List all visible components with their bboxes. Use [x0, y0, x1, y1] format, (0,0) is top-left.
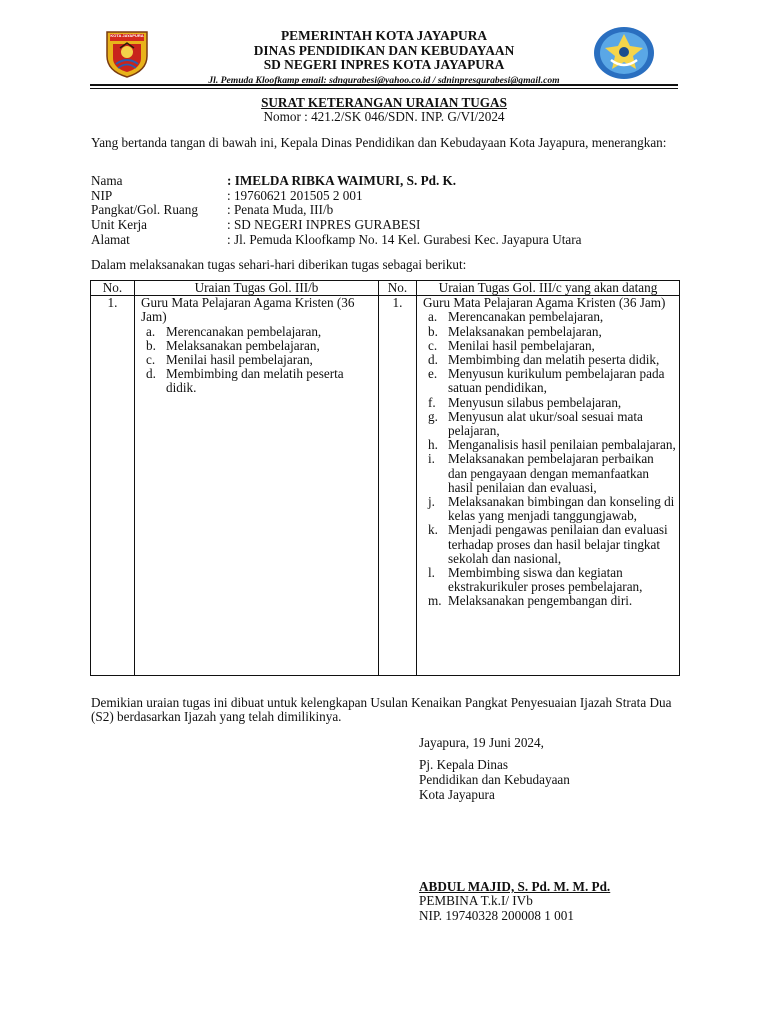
- task-item-letter: i.: [428, 451, 435, 467]
- table-row: [91, 296, 680, 676]
- closing-paragraph: Demikian uraian tugas ini dibuat untuk kelengkapan Usulan Kenaikan Pangkat Penyesuaian Ijazah Strata Dua (S2) berdasarkan Ijazah yang telah dimilikinya.: [91, 695, 672, 725]
- task-item-letter: k.: [428, 522, 438, 538]
- task-item: [423, 325, 676, 339]
- task-item: [423, 566, 676, 594]
- row-number: 1.: [91, 296, 135, 676]
- task-item-text: Melaksanakan pembelajaran,: [166, 337, 320, 353]
- task-item-letter: d.: [146, 366, 156, 382]
- signature-place-date: Jayapura, 19 Juni 2024,: [419, 735, 544, 750]
- task-item-text: Merencanakan pembelajaran,: [448, 309, 604, 325]
- field-label: Pangkat/Gol. Ruang: [91, 202, 198, 217]
- task-item: [141, 339, 375, 353]
- task-list-iiib: [135, 296, 379, 676]
- task-title: Guru Mata Pelajaran Agama Kristen (36 Jam): [141, 295, 355, 325]
- letterhead-line2: DINAS PENDIDIKAN DAN KEBUDAYAAN: [253, 42, 515, 58]
- task-item: [423, 353, 676, 367]
- col-header-iiic: Uraian Tugas Gol. III/c yang akan datang: [417, 281, 680, 296]
- task-item-text: Menyusun kurikulum pembelajaran pada satuan pendidikan,: [448, 366, 665, 396]
- task-item-text: Merencanakan pembelajaran,: [166, 323, 322, 339]
- task-item: [423, 438, 676, 452]
- task-items: [141, 325, 375, 396]
- task-item: [423, 410, 676, 438]
- task-item: [423, 310, 676, 324]
- letterhead-address: Jl. Pemuda Kloofkamp email: sdngurabesi@yahoo.co.id / sdninpresgurabesi@gmail.com: [208, 74, 560, 86]
- task-item: [423, 594, 676, 608]
- signature-role-3: Kota Jayapura: [419, 787, 495, 802]
- field-value: : IMELDA RIBKA WAIMURI, S. Pd. K.: [227, 173, 457, 188]
- task-items: [423, 310, 676, 608]
- task-item-text: Membimbing dan melatih peserta didik.: [166, 366, 344, 396]
- signature-role-2: Pendidikan dan Kebudayaan: [419, 772, 570, 787]
- task-item: [141, 325, 375, 339]
- task-item-text: Menilai hasil pembelajaran,: [166, 352, 313, 368]
- task-item-letter: h.: [428, 437, 438, 453]
- col-header-no: No.: [91, 281, 135, 296]
- task-item-text: Menyusun silabus pembelajaran,: [448, 394, 622, 410]
- task-item: [423, 367, 676, 395]
- task-item: [423, 452, 676, 495]
- task-item-letter: a.: [428, 309, 438, 325]
- logo-label: KOTA JAYAPURA: [110, 33, 144, 38]
- signatory-rank: PEMBINA T.k.I/ IVb: [419, 893, 533, 908]
- task-item: [141, 353, 375, 367]
- field-label: NIP: [91, 188, 113, 203]
- letterhead-rule-thin: [90, 88, 678, 89]
- task-item-text: Membimbing siswa dan kegiatan ekstrakurikuler proses pembelajaran,: [448, 565, 643, 595]
- task-item-text: Membimbing dan melatih peserta didik,: [448, 352, 660, 368]
- field-value: : Penata Muda, III/b: [227, 202, 334, 217]
- document-title: SURAT KETERANGAN URAIAN TUGAS: [261, 95, 507, 110]
- task-title: Guru Mata Pelajaran Agama Kristen (36 Jam): [423, 295, 666, 311]
- letterhead: [160, 29, 608, 86]
- task-item-letter: d.: [428, 352, 438, 368]
- signatory-nip: NIP. 19740328 200008 1 001: [419, 908, 574, 923]
- jayapura-coat-of-arms-icon: [104, 30, 150, 78]
- task-item-text: Menjadi pengawas penilaian dan evaluasi terhadap proses dan hasil belajar tingkat sekolah dan nasional,: [448, 522, 668, 566]
- signature-role-1: Pj. Kepala Dinas: [419, 757, 508, 772]
- task-item-letter: j.: [428, 494, 435, 510]
- task-item-letter: e.: [428, 366, 438, 382]
- field-value: : Jl. Pemuda Kloofkamp No. 14 Kel. Gurabesi Kec. Jayapura Utara: [227, 232, 582, 247]
- task-item-text: Menilai hasil pembelajaran,: [448, 337, 595, 353]
- task-item: [423, 495, 676, 523]
- field-value: : SD NEGERI INPRES GURABESI: [227, 217, 421, 232]
- task-table: [90, 280, 680, 676]
- task-item-letter: g.: [428, 408, 438, 424]
- task-item-letter: c.: [146, 352, 156, 368]
- task-item: [423, 523, 676, 566]
- task-item-letter: b.: [146, 337, 156, 353]
- task-item: [141, 367, 375, 395]
- col-header-no: No.: [379, 281, 417, 296]
- field-label: Nama: [91, 173, 123, 188]
- task-item: [423, 339, 676, 353]
- task-item-text: Menganalisis hasil penilaian pembalajaran,: [448, 437, 676, 453]
- letterhead-line3: SD NEGERI INPRES KOTA JAYAPURA: [263, 57, 505, 73]
- task-item-letter: l.: [428, 565, 435, 581]
- task-item-letter: m.: [428, 593, 442, 609]
- field-label: Unit Kerja: [91, 217, 148, 232]
- letterhead-line1: PEMERINTAH KOTA JAYAPURA: [280, 28, 488, 43]
- task-item-letter: f.: [428, 394, 436, 410]
- task-item-letter: b.: [428, 323, 438, 339]
- task-item: [423, 396, 676, 410]
- task-item-text: Melaksanakan pengembangan diri.: [448, 593, 633, 609]
- task-item-text: Menyusun alat ukur/soal sesuai mata pelajaran,: [448, 408, 643, 439]
- intro-paragraph: Yang bertanda tangan di bawah ini, Kepala Dinas Pendidikan dan Kebudayaan Kota Jayapura, menerangkan:: [91, 135, 667, 150]
- letterhead-rule-thick: [90, 84, 678, 86]
- task-item-text: Melaksanakan pembelajaran,: [448, 323, 602, 339]
- task-item-text: Melaksanakan pembelajaran perbaikan dan pengayaan dengan memanfaatkan hasil penilaian dan evaluasi,: [448, 451, 654, 495]
- task-item-letter: c.: [428, 337, 438, 353]
- field-label: Alamat: [91, 232, 130, 247]
- task-item-letter: a.: [146, 323, 156, 339]
- task-item-text: Melaksanakan bimbingan dan konseling di kelas yang menjadi tanggungjawab,: [448, 494, 675, 524]
- signatory-name-text: ABDUL MAJID, S. Pd. M. M. Pd.: [419, 879, 611, 894]
- table-header-row: [91, 281, 680, 296]
- task-list-iiic: [417, 296, 680, 676]
- document-number: Nomor : 421.2/SK 046/SDN. INP. G/VI/2024: [263, 109, 505, 124]
- task-intro: Dalam melaksanakan tugas sehari-hari diberikan tugas sebagai berikut:: [91, 257, 467, 272]
- field-value: : 19760621 201505 2 001: [227, 188, 363, 203]
- col-header-iiib: Uraian Tugas Gol. III/b: [135, 281, 379, 296]
- row-number: 1.: [379, 296, 417, 676]
